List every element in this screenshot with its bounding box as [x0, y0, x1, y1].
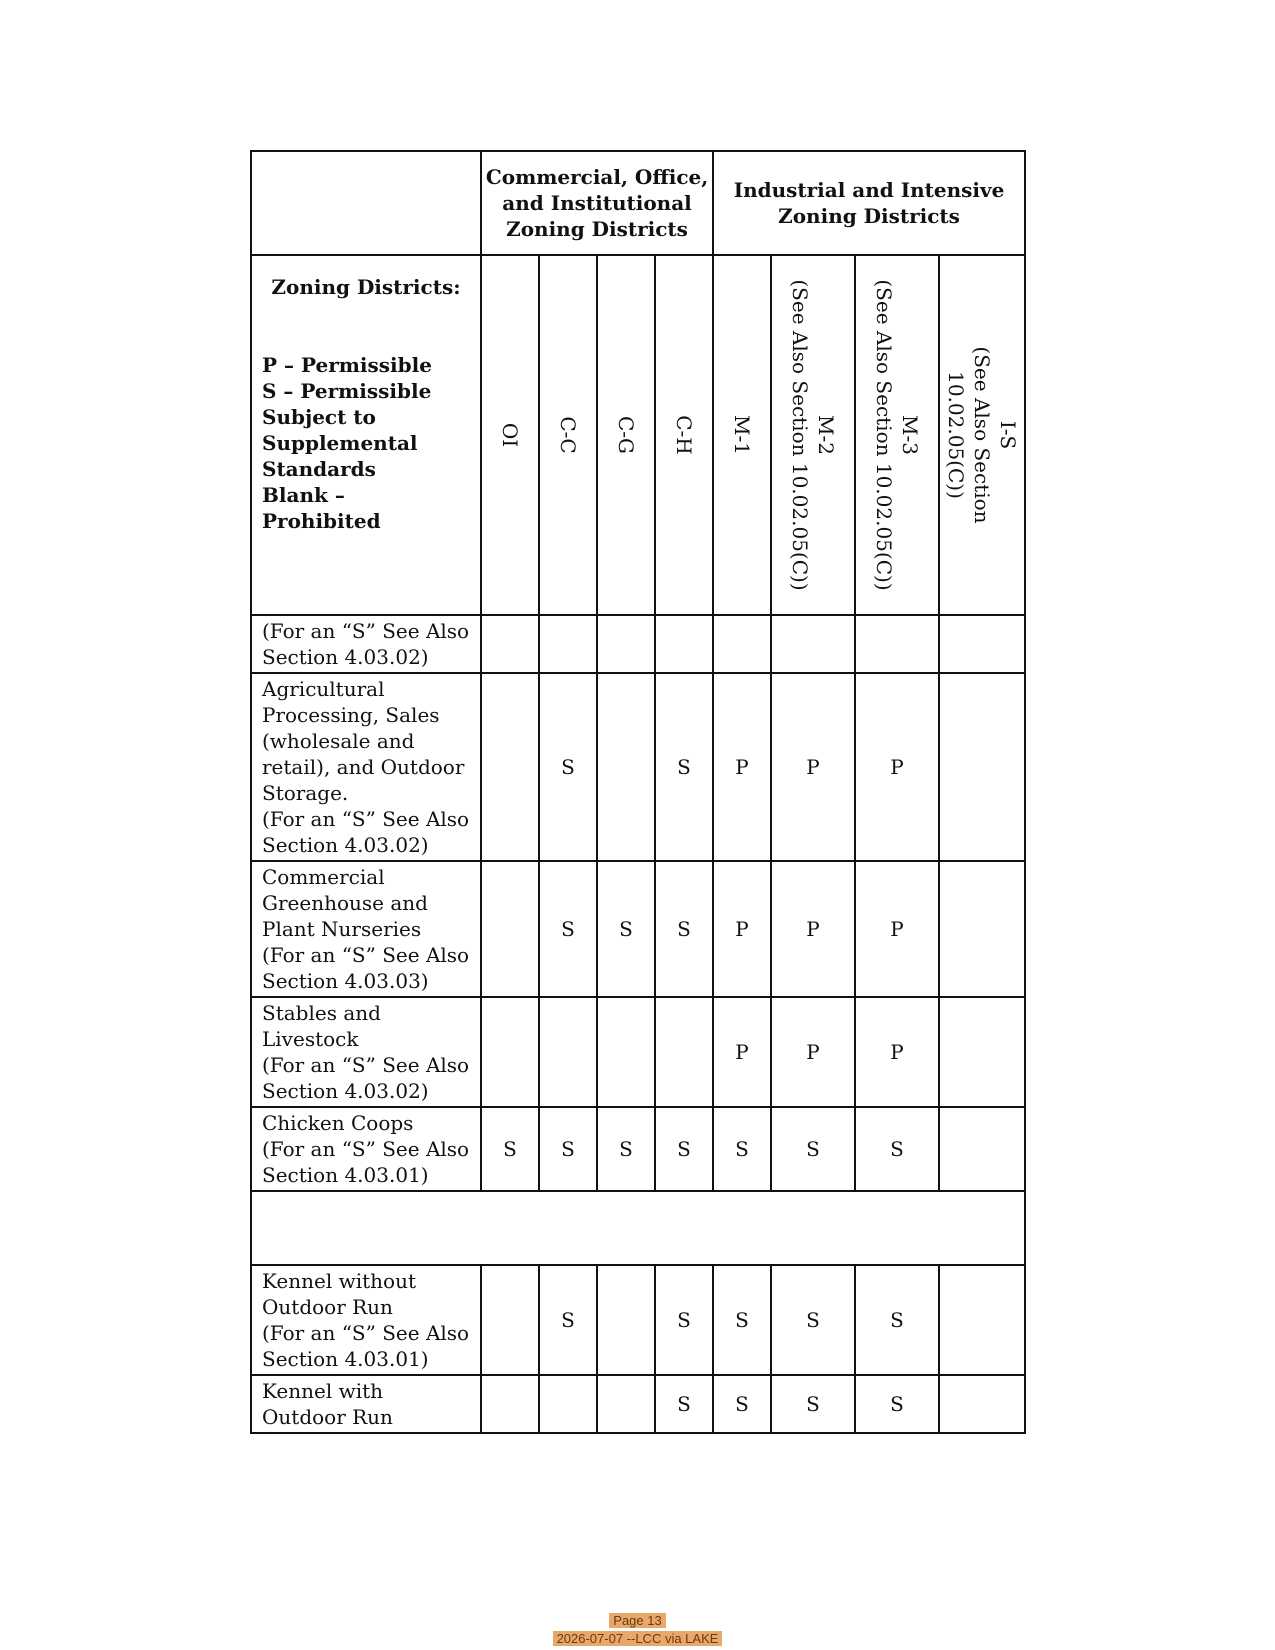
- permission-cell: S: [655, 1265, 713, 1375]
- permission-cell: P: [855, 861, 939, 997]
- district-column-header: [713, 255, 771, 615]
- use-name-line: (For an “S” See Also: [262, 619, 470, 643]
- use-name-line: Section 4.03.01): [262, 1163, 429, 1187]
- district-label-line: (See Also Section 10.02.05(C)): [872, 279, 897, 591]
- district-label-line: M-3: [898, 415, 923, 455]
- commercial-group-header: [481, 151, 713, 255]
- use-name-line: retail), and Outdoor: [262, 755, 465, 779]
- permission-cell: S: [713, 1265, 771, 1375]
- use-name-line: Storage.: [262, 781, 349, 805]
- permission-cell: S: [655, 1107, 713, 1191]
- group-header-line: Zoning Districts: [778, 204, 960, 228]
- page-number-label: Page 13: [609, 1613, 665, 1628]
- use-name-line: Commercial: [262, 865, 385, 889]
- permission-cell: P: [855, 997, 939, 1107]
- permission-cell: S: [771, 1375, 855, 1433]
- permission-cell: [539, 1375, 597, 1433]
- permission-cell: S: [655, 1375, 713, 1433]
- district-label-line: C-G: [614, 415, 638, 455]
- permission-cell: P: [771, 673, 855, 861]
- use-name-line: Plant Nurseries: [262, 917, 422, 941]
- district-column-label: [729, 415, 755, 455]
- use-name-line: (wholesale and: [262, 729, 415, 753]
- use-name-cell: [251, 1107, 481, 1191]
- permission-cell: S: [771, 1265, 855, 1375]
- legend-line: Supplemental: [262, 431, 418, 455]
- permission-cell: [597, 673, 655, 861]
- permission-cell: [655, 997, 713, 1107]
- use-name-line: Kennel with: [262, 1379, 384, 1403]
- zoning-table: [250, 150, 1026, 1434]
- use-name-cell: [251, 997, 481, 1107]
- use-name-cell: [251, 1375, 481, 1433]
- use-row: [251, 997, 1025, 1107]
- legend-line: Subject to: [262, 405, 376, 429]
- use-row: [251, 1265, 1025, 1375]
- use-row: [251, 1107, 1025, 1191]
- use-name-line: Section 4.03.02): [262, 1079, 429, 1103]
- use-row: [251, 673, 1025, 861]
- permission-cell: S: [539, 1107, 597, 1191]
- permission-cell: S: [855, 1265, 939, 1375]
- permission-cell: [597, 997, 655, 1107]
- district-column-header: [655, 255, 713, 615]
- use-name-line: (For an “S” See Also: [262, 1321, 470, 1345]
- permission-cell: [939, 673, 1025, 861]
- permission-cell: S: [539, 1265, 597, 1375]
- use-row: [251, 615, 1025, 673]
- district-column-label: [613, 416, 639, 454]
- permission-cell: [771, 615, 855, 673]
- permission-cell: [939, 1375, 1025, 1433]
- permission-cell: P: [771, 997, 855, 1107]
- use-name-line: Section 4.03.01): [262, 1347, 429, 1371]
- permission-cell: [655, 615, 713, 673]
- permission-cell: [539, 615, 597, 673]
- permission-cell: S: [655, 861, 713, 997]
- district-label-line: C-C: [556, 416, 580, 454]
- permission-cell: [539, 997, 597, 1107]
- permission-cell: P: [713, 997, 771, 1107]
- legend-line: S – Permissible: [262, 379, 432, 403]
- use-name-line: Outdoor Run: [262, 1295, 393, 1319]
- use-name-line: (For an “S” See Also: [262, 1137, 470, 1161]
- district-column-header: [855, 255, 939, 615]
- permission-cell: S: [539, 673, 597, 861]
- blank-row: [251, 1191, 1025, 1265]
- permission-cell: S: [713, 1107, 771, 1191]
- use-name-cell: [251, 1265, 481, 1375]
- permission-cell: S: [481, 1107, 539, 1191]
- use-name-line: (For an “S” See Also: [262, 943, 470, 967]
- permission-cell: [713, 615, 771, 673]
- permission-cell: S: [655, 673, 713, 861]
- industrial-group-header: [713, 151, 1025, 255]
- permission-cell: S: [713, 1375, 771, 1433]
- permission-cell: [481, 997, 539, 1107]
- use-row: [251, 861, 1025, 997]
- column-header-row: [251, 255, 1025, 615]
- use-name-cell: [251, 861, 481, 997]
- district-label-line: 10.02.05(C)): [944, 371, 969, 499]
- legend-line: P – Permissible: [262, 353, 432, 377]
- page-number: [0, 1612, 1275, 1629]
- permission-cell: [597, 1265, 655, 1375]
- permission-cell: [939, 997, 1025, 1107]
- group-header-line: Zoning Districts: [506, 217, 688, 241]
- group-header-line: and Institutional: [502, 191, 692, 215]
- legend-line: Standards: [262, 457, 376, 481]
- permission-cell: [939, 1107, 1025, 1191]
- permission-cell: [481, 861, 539, 997]
- district-column-label: [497, 423, 523, 447]
- district-column-label: [671, 415, 697, 455]
- permission-cell: P: [855, 673, 939, 861]
- district-column-header: [939, 255, 1025, 615]
- use-name-line: Greenhouse and: [262, 891, 428, 915]
- legend-line: Blank – Prohibited: [262, 483, 381, 533]
- permission-cell: S: [597, 1107, 655, 1191]
- blank-row-cell: [251, 1191, 1025, 1265]
- permission-cell: P: [713, 673, 771, 861]
- permission-cell: S: [539, 861, 597, 997]
- district-column-label: [943, 346, 1021, 523]
- use-name-line: Kennel without: [262, 1269, 416, 1293]
- use-name-line: Outdoor Run: [262, 1405, 393, 1429]
- use-name-line: Livestock: [262, 1027, 359, 1051]
- district-label-line: OI: [498, 422, 522, 448]
- use-name-cell: [251, 673, 481, 861]
- district-column-header: [481, 255, 539, 615]
- use-name-line: Chicken Coops: [262, 1111, 414, 1135]
- district-label-line: M-2: [814, 415, 839, 455]
- use-name-line: (For an “S” See Also: [262, 1053, 470, 1077]
- permission-cell: P: [713, 861, 771, 997]
- use-name-line: Section 4.03.03): [262, 969, 429, 993]
- use-name-line: Agricultural: [262, 677, 385, 701]
- use-name-cell: [251, 615, 481, 673]
- permission-cell: S: [855, 1107, 939, 1191]
- permission-cell: S: [855, 1375, 939, 1433]
- group-header-line: Commercial, Office,: [485, 165, 709, 189]
- permission-cell: [939, 615, 1025, 673]
- print-stamp-label: 2026-07-07 --LCC via LAKE: [553, 1631, 723, 1646]
- district-label-line: C-H: [672, 415, 697, 455]
- permission-cell: [939, 1265, 1025, 1375]
- district-column-label: [871, 279, 923, 590]
- corner-cell: [251, 151, 481, 255]
- use-row: [251, 1375, 1025, 1433]
- use-name-line: Section 4.03.02): [262, 645, 429, 669]
- permission-cell: [597, 615, 655, 673]
- legend-cell: [251, 255, 481, 615]
- legend-title: Zoning Districts:: [271, 275, 461, 299]
- permission-cell: [597, 1375, 655, 1433]
- permission-cell: S: [771, 1107, 855, 1191]
- district-label-line: M-1: [730, 415, 755, 455]
- district-column-header: [597, 255, 655, 615]
- group-header-row: [251, 151, 1025, 255]
- use-name-line: Stables and: [262, 1001, 381, 1025]
- permission-cell: S: [597, 861, 655, 997]
- use-name-line: Section 4.03.02): [262, 833, 429, 857]
- district-column-header: [771, 255, 855, 615]
- permission-cell: [481, 673, 539, 861]
- district-column-label: [555, 416, 581, 453]
- district-column-header: [539, 255, 597, 615]
- district-label-line: I-S: [996, 420, 1021, 450]
- use-name-line: (For an “S” See Also: [262, 807, 470, 831]
- group-header-line: Industrial and Intensive: [733, 178, 1005, 202]
- print-stamp: [0, 1630, 1275, 1647]
- district-column-label: [787, 279, 839, 590]
- use-name-line: Processing, Sales: [262, 703, 440, 727]
- district-label-line: (See Also Section: [970, 346, 995, 524]
- permission-cell: [855, 615, 939, 673]
- permission-cell: [481, 1375, 539, 1433]
- permission-cell: [939, 861, 1025, 997]
- permission-cell: [481, 1265, 539, 1375]
- permission-cell: [481, 615, 539, 673]
- permission-cell: P: [771, 861, 855, 997]
- district-label-line: (See Also Section 10.02.05(C)): [788, 279, 813, 591]
